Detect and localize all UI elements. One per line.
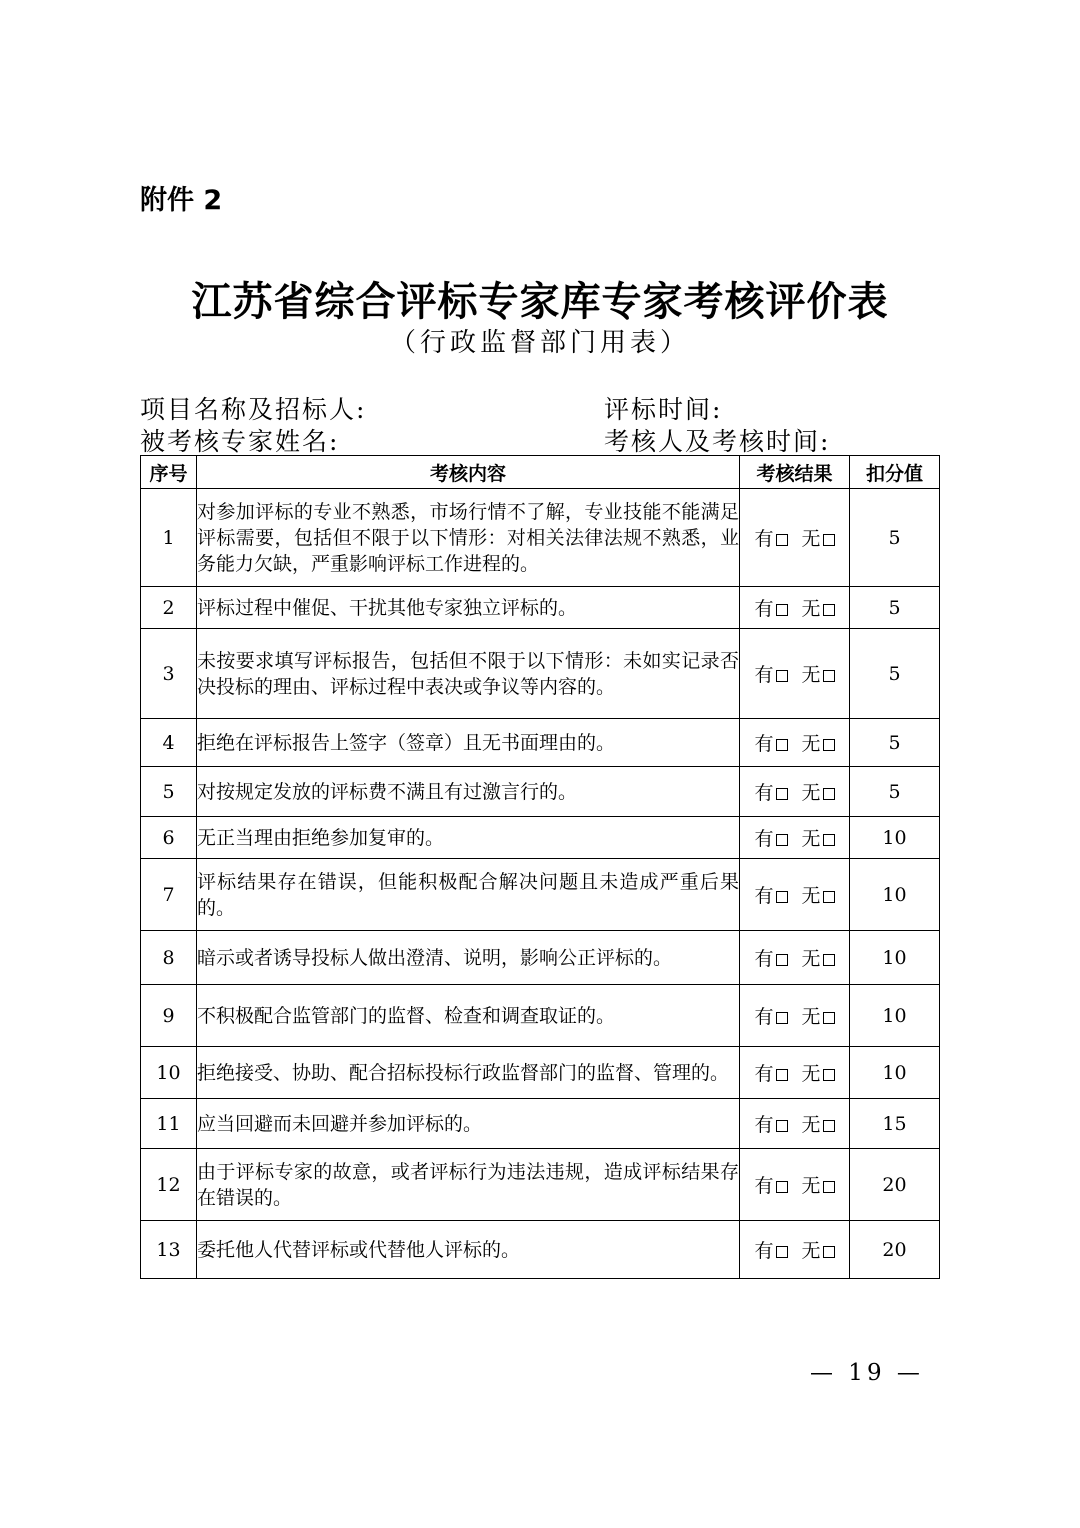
option-no-checkbox[interactable]	[823, 1181, 835, 1193]
option-no-checkbox[interactable]	[823, 1012, 835, 1024]
row-number: 6	[141, 817, 197, 859]
table-row	[141, 1099, 940, 1149]
row-number: 7	[141, 859, 197, 931]
row-score: 10	[850, 859, 940, 931]
row-content: 由于评标专家的故意，或者评标行为违法违规，造成评标结果存在错误的。	[197, 1149, 740, 1221]
option-yes-checkbox[interactable]	[776, 1069, 788, 1081]
row-number: 5	[141, 767, 197, 817]
header-content: 考核内容	[197, 456, 740, 489]
table-row	[141, 1047, 940, 1099]
row-score: 5	[850, 587, 940, 629]
option-yes-label: 有	[754, 828, 774, 850]
row-result	[740, 629, 850, 719]
expert-name-field: 被考核专家姓名:	[140, 427, 340, 456]
option-yes-label: 有	[754, 1114, 774, 1136]
row-result	[740, 767, 850, 817]
row-score: 5	[850, 719, 940, 767]
option-no-label: 无	[801, 1114, 821, 1136]
row-result	[740, 1047, 850, 1099]
row-number: 10	[141, 1047, 197, 1099]
row-number: 4	[141, 719, 197, 767]
row-result	[740, 931, 850, 985]
option-yes-label: 有	[754, 885, 774, 907]
row-result	[740, 719, 850, 767]
header-no: 序号	[141, 456, 197, 489]
option-yes-checkbox[interactable]	[776, 670, 788, 682]
option-yes-checkbox[interactable]	[776, 739, 788, 751]
row-score: 5	[850, 489, 940, 587]
row-content: 无正当理由拒绝参加复审的。	[197, 817, 740, 859]
row-number: 13	[141, 1221, 197, 1279]
row-result	[740, 817, 850, 859]
row-number: 1	[141, 489, 197, 587]
row-content: 拒绝在评标报告上签字（签章）且无书面理由的。	[197, 719, 740, 767]
option-yes-checkbox[interactable]	[776, 954, 788, 966]
option-yes-checkbox[interactable]	[776, 604, 788, 616]
row-score: 5	[850, 767, 940, 817]
option-no-checkbox[interactable]	[823, 1069, 835, 1081]
option-yes-checkbox[interactable]	[776, 788, 788, 800]
option-no-checkbox[interactable]	[823, 1120, 835, 1132]
table-row	[141, 629, 940, 719]
project-name-field: 项目名称及招标人:	[140, 395, 367, 424]
row-result	[740, 1099, 850, 1149]
option-no-label: 无	[801, 1006, 821, 1028]
option-no-label: 无	[801, 528, 821, 550]
row-result	[740, 859, 850, 931]
table-row	[141, 489, 940, 587]
option-no-checkbox[interactable]	[823, 834, 835, 846]
table-row	[141, 719, 940, 767]
option-yes-label: 有	[754, 598, 774, 620]
option-yes-label: 有	[754, 948, 774, 970]
option-no-label: 无	[801, 828, 821, 850]
row-result	[740, 587, 850, 629]
option-yes-label: 有	[754, 664, 774, 686]
table-row	[141, 1221, 940, 1279]
evaluation-time-field: 评标时间:	[604, 395, 723, 424]
table-row	[141, 1149, 940, 1221]
row-number: 12	[141, 1149, 197, 1221]
option-no-label: 无	[801, 598, 821, 620]
option-no-checkbox[interactable]	[823, 604, 835, 616]
option-no-label: 无	[801, 664, 821, 686]
row-score: 20	[850, 1221, 940, 1279]
header-result: 考核结果	[740, 456, 850, 489]
table-header-row	[141, 456, 940, 489]
table-row	[141, 817, 940, 859]
row-result	[740, 1221, 850, 1279]
option-no-label: 无	[801, 885, 821, 907]
row-content: 委托他人代替评标或代替他人评标的。	[197, 1221, 740, 1279]
option-yes-checkbox[interactable]	[776, 534, 788, 546]
document-subtitle: （行政监督部门用表）	[389, 328, 690, 358]
option-no-label: 无	[801, 782, 821, 804]
attachment-label: 附件 2	[140, 185, 223, 216]
option-yes-checkbox[interactable]	[776, 1181, 788, 1193]
row-content: 对参加评标的专业不熟悉，市场行情不了解，专业技能不能满足评标需要，包括但不限于以下情形：对相关法律法规不熟悉，业务能力欠缺，严重影响评标工作进程的。	[197, 489, 740, 587]
row-number: 8	[141, 931, 197, 985]
row-score: 5	[850, 629, 940, 719]
document-title: 江苏省综合评标专家库专家考核评价表	[191, 278, 889, 325]
option-yes-label: 有	[754, 733, 774, 755]
row-content: 评标结果存在错误，但能积极配合解决问题且未造成严重后果的。	[197, 859, 740, 931]
row-content: 评标过程中催促、干扰其他专家独立评标的。	[197, 587, 740, 629]
row-score: 10	[850, 985, 940, 1047]
row-number: 2	[141, 587, 197, 629]
option-yes-label: 有	[754, 1063, 774, 1085]
row-result	[740, 985, 850, 1047]
option-yes-checkbox[interactable]	[776, 1246, 788, 1258]
row-content: 未按要求填写评标报告，包括但不限于以下情形：未如实记录否决投标的理由、评标过程中表决或争议等内容的。	[197, 629, 740, 719]
page-number: — 19 —	[810, 1360, 924, 1386]
row-result	[740, 489, 850, 587]
row-score: 10	[850, 931, 940, 985]
table-row	[141, 985, 940, 1047]
option-no-checkbox[interactable]	[823, 739, 835, 751]
row-score: 15	[850, 1099, 940, 1149]
row-content: 不积极配合监管部门的监督、检查和调查取证的。	[197, 985, 740, 1047]
assessor-field: 考核人及考核时间:	[604, 427, 831, 456]
option-no-label: 无	[801, 1240, 821, 1262]
option-yes-checkbox[interactable]	[776, 1120, 788, 1132]
option-no-checkbox[interactable]	[823, 891, 835, 903]
table-row	[141, 859, 940, 931]
table-row	[141, 931, 940, 985]
row-content: 拒绝接受、协助、配合招标投标行政监督部门的监督、管理的。	[197, 1047, 740, 1099]
row-number: 9	[141, 985, 197, 1047]
table-row	[141, 587, 940, 629]
row-number: 3	[141, 629, 197, 719]
row-content: 暗示或者诱导投标人做出澄清、说明，影响公正评标的。	[197, 931, 740, 985]
option-yes-label: 有	[754, 528, 774, 550]
option-yes-label: 有	[754, 782, 774, 804]
row-result	[740, 1149, 850, 1221]
option-yes-label: 有	[754, 1175, 774, 1197]
row-score: 10	[850, 817, 940, 859]
row-content: 对按规定发放的评标费不满且有过激言行的。	[197, 767, 740, 817]
option-no-checkbox[interactable]	[823, 788, 835, 800]
option-no-label: 无	[801, 948, 821, 970]
header-score: 扣分值	[850, 456, 940, 489]
option-no-checkbox[interactable]	[823, 670, 835, 682]
option-no-checkbox[interactable]	[823, 534, 835, 546]
option-yes-checkbox[interactable]	[776, 891, 788, 903]
option-yes-checkbox[interactable]	[776, 1012, 788, 1024]
option-yes-label: 有	[754, 1006, 774, 1028]
option-no-label: 无	[801, 733, 821, 755]
option-no-label: 无	[801, 1063, 821, 1085]
option-no-checkbox[interactable]	[823, 954, 835, 966]
option-yes-label: 有	[754, 1240, 774, 1262]
option-yes-checkbox[interactable]	[776, 834, 788, 846]
evaluation-table	[140, 455, 940, 1279]
row-content: 应当回避而未回避并参加评标的。	[197, 1099, 740, 1149]
row-score: 10	[850, 1047, 940, 1099]
option-no-label: 无	[801, 1175, 821, 1197]
row-number: 11	[141, 1099, 197, 1149]
table-row	[141, 767, 940, 817]
row-score: 20	[850, 1149, 940, 1221]
option-no-checkbox[interactable]	[823, 1246, 835, 1258]
